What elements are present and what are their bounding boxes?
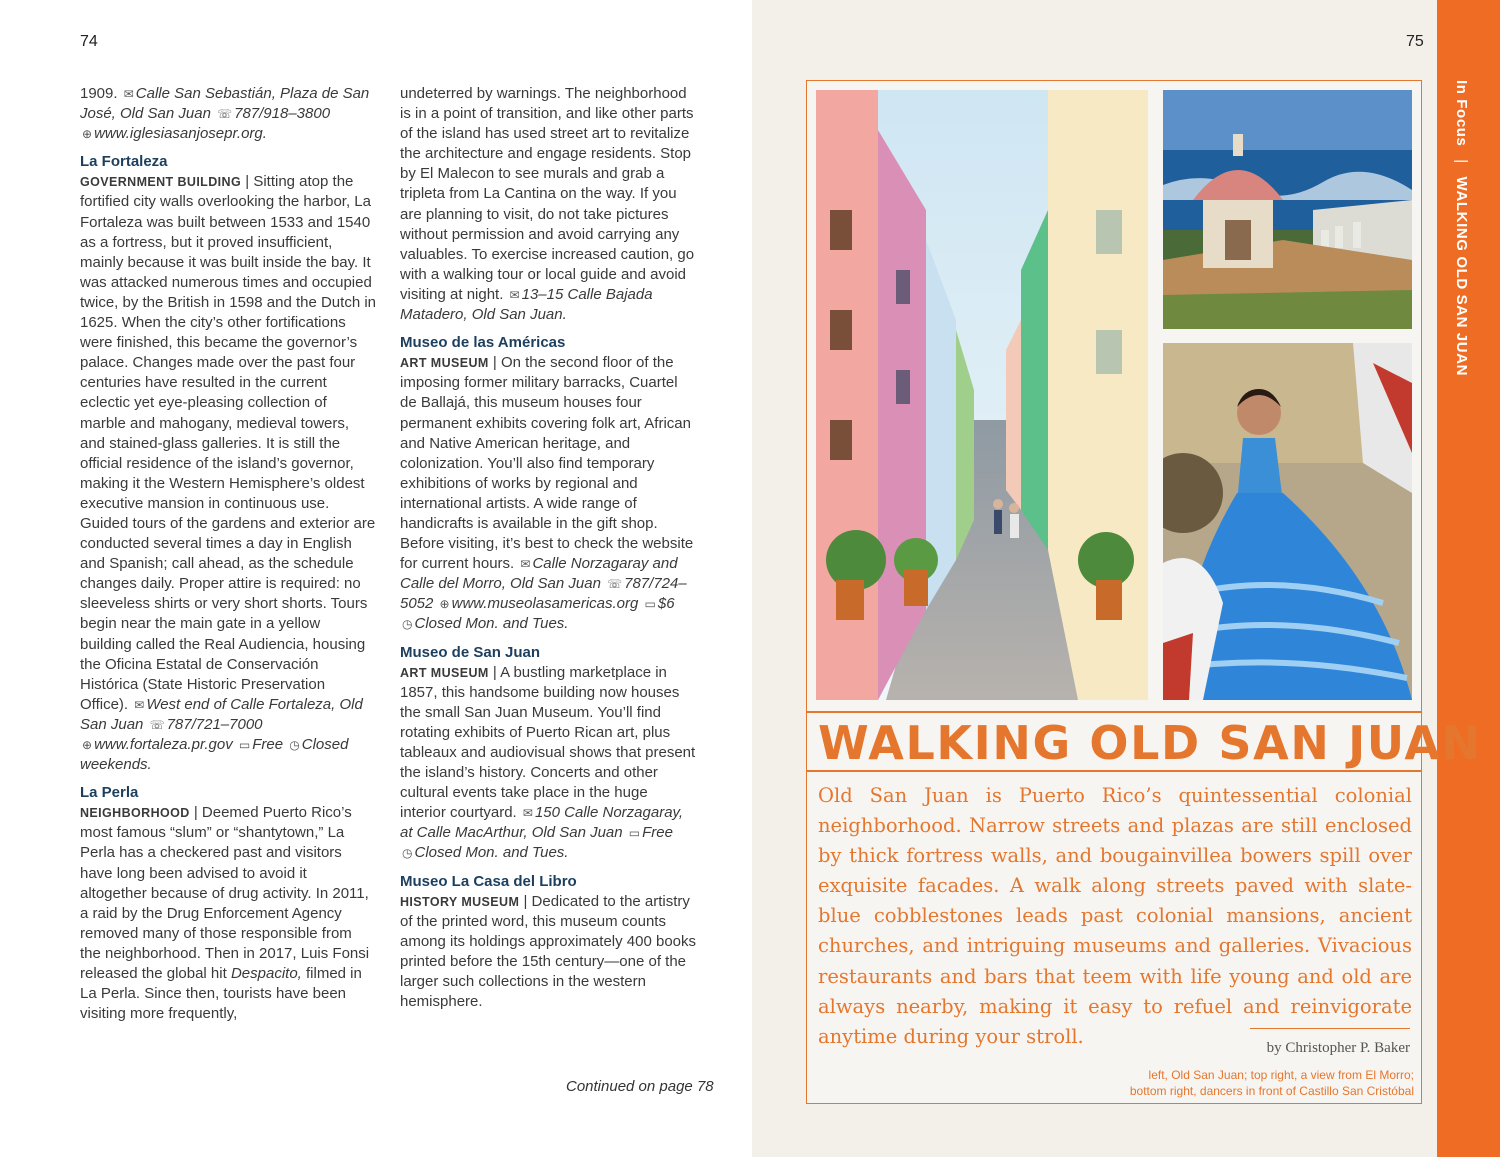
feature-title: WALKING OLD SAN JUAN bbox=[818, 716, 1482, 770]
globe-icon: ⊕ bbox=[439, 597, 450, 612]
entry-intro bbox=[80, 84, 376, 144]
divider-top bbox=[806, 711, 1422, 713]
photo-old-san-juan-street bbox=[816, 90, 1148, 700]
byline: by Christopher P. Baker bbox=[1266, 1040, 1410, 1056]
phone-icon: ☏ bbox=[217, 107, 233, 122]
entry-website[interactable]: www.fortaleza.pr.gov bbox=[94, 736, 233, 753]
entry-category: ART MUSEUM bbox=[400, 356, 489, 371]
entry-address: 150 Calle Norzagaray, at Calle MacArthur, Old San Juan bbox=[400, 804, 684, 842]
entry-price: Free bbox=[252, 736, 284, 753]
divider-mid bbox=[806, 770, 1422, 772]
entry-body: Dedicated to the artistry of the printed word, this museum counts among its holdings approximately 400 books printed before the 15th century—one of the larger such collections in the western hemisphere. bbox=[400, 892, 697, 1011]
continued-note: Continued on page 78 bbox=[566, 1078, 714, 1095]
entry-casa-del-libro: Museo La Casa del Libro HISTORY MUSEUM | Dedicated to the artistry of the printed word, this museum counts among its holdings approximately 400 books printed before the 15th century—one of the larger such collections in the western hemisphere. bbox=[400, 872, 697, 1011]
entry-body: On the second floor of the imposing former military barracks, Cuartel de Ballajá, this museum houses four permanent exhibits covering folk art, African and Native American heritage, and colonization. You’ll also find temporary exhibitions of works by regional and international artists. A wide range of handicrafts is available in the gift shop. Before visiting, it’s best to check the website for current hours. bbox=[400, 354, 694, 573]
entry-closed: Closed Mon. and Tues. bbox=[414, 615, 569, 633]
caption-line-2: bottom right, dancers in front of Castillo San Cristóbal bbox=[1129, 1083, 1414, 1098]
page-number-left: 74 bbox=[80, 33, 98, 50]
clock-icon: ◷ bbox=[289, 738, 300, 752]
entry-title: Museo La Casa del Libro bbox=[400, 872, 577, 890]
phone-icon: ☏ bbox=[149, 717, 165, 732]
entry-museo-san-juan: Museo de San Juan ART MUSEUM | A bustling marketplace in 1857, this handsome building now houses the small San Juan Museum. You’ll find rotating exhibits of Puerto Rican art, plus tableaux and audiovisual shows that present the island’s history. Concerts and other cultural events take place in the huge interior courtyard. ✉ 150 Calle Norzagaray, at Calle MacArthur, Old San Juan ▭ Free ◷ Closed Mon. and Tues. bbox=[400, 643, 696, 862]
song-title: Despacito, bbox=[230, 965, 302, 983]
entry-body: Deemed Puerto Rico’s most famous “slum” or “shantytown,” La Perla has a checkered past and visitors have long been advised to avoid it altogether because of drug activity. In 2011, a raid by the Drug Enforcement Agency removed many of those responsible from the neighborhood. Then in 2017, Luis Fonsi released the global hit bbox=[80, 804, 370, 983]
globe-icon: ⊕ bbox=[82, 127, 93, 142]
intro-phone: 787/918–3800 bbox=[234, 105, 331, 123]
entry-la-fortaleza: La Fortaleza GOVERNMENT BUILDING | Sitting atop the fortified city walls overlooking the harbor, La Fortaleza was built between 1533 and 1540 as a fortress, but it proved insufficient, mainly because it was built inside the bay. It was attacked numerous times and occupied twice, by the British in 1598 and the Dutch in 1625. When the city’s other fortifications were finished, this became the governor’s palace. Changes made over the past four centuries have resulted in the current eclectic yet eye-pleasing collection of marble and mahogany, medieval towers, and stained-glass galleries. It is still the official residence of the island’s governor, making it the Western Hemisphere’s oldest executive mansion in continuous use. Guided tours of the gardens and exterior are conducted several times a day in English and Spanish; call ahead, as the schedule changes daily. Proper attire is required: no sleeveless shirts or very short shorts. Tours begin near the main gate in a yellow building called the Real Audiencia, housing the Oficina Estatal de Conservación Histórica (State Historic Preservation Office). ✉ West end of Calle Fortaleza, Old San Juan ☏ 787/721–7000 ⊕ www.fortaleza.pr.gov ▭ Free ◷ Closed weekends. bbox=[80, 153, 377, 774]
entry-price: $6 bbox=[657, 595, 675, 613]
entry-title: La Perla bbox=[80, 784, 139, 802]
entry-title: Museo de las Américas bbox=[400, 334, 566, 352]
entry-closed: Closed weekends. bbox=[80, 736, 349, 774]
entry-body: undeterred by warnings. The neighborhood is in a point of transition, and like other parts of the island has used street art to revitalize the architecture and engage residents. Stop by El Malecon to see murals and grab a tripleta from La Cantina on the way. If you are planning to visit, do not take pictures without permission and avoid carrying any valuables. To exercise increased caution, go with a walking tour or local guide and avoid visiting at night. bbox=[400, 85, 695, 303]
side-label-separator: | bbox=[1453, 159, 1470, 164]
feature-intro: Old San Juan is Puerto Rico’s quintessential colonial neighborhood. Narrow streets and plazas are still enclosed by thick fortress walls, and bougainvillea bowers spill over exquisite facades. A walk along streets paved with slate-blue cobblestones leads past colonial mansions, ancient churches, and intriguing museums and galleries. Vivacious restaurants and bars that teem with life young and old are always nearby, making it easy to refuel and reinvigorate anytime during your stroll. bbox=[818, 784, 1412, 1048]
byline-rule bbox=[1250, 1028, 1410, 1029]
mail-icon: ✉ bbox=[520, 557, 531, 572]
entry-la-perla-continued bbox=[400, 84, 696, 325]
photo-dancers bbox=[1163, 343, 1412, 700]
side-label-chapter: WALKING OLD SAN JUAN bbox=[1453, 176, 1470, 377]
entry-phone: 787/721–7000 bbox=[166, 715, 263, 733]
entry-category: ART MUSEUM bbox=[400, 665, 489, 680]
entry-category: NEIGHBORHOOD bbox=[80, 806, 190, 821]
side-label-section: In Focus bbox=[1453, 80, 1470, 147]
entry-body: A bustling marketplace in 1857, this handsome building now houses the small San Juan Museum. You’ll find rotating exhibits of Puerto Rican art, plus tableaux and audiovisual shows that present the island’s history. Concerts and other cultural events take place in the huge interior courtyard. bbox=[400, 663, 696, 822]
entry-price: Free bbox=[642, 824, 673, 842]
mail-icon: ✉ bbox=[123, 87, 134, 101]
entry-address: West end of Calle Fortaleza, Old San Juan bbox=[80, 695, 363, 733]
entry-address: Calle Norzagaray and Calle del Morro, Old San Juan bbox=[400, 555, 678, 593]
intro-year: 1909. bbox=[80, 85, 118, 102]
morro-illustration bbox=[1163, 90, 1412, 329]
entry-website[interactable]: www.museolasamericas.org bbox=[451, 595, 639, 613]
entry-museo-americas: Museo de las Américas ART MUSEUM | On the second floor of the imposing former military barracks, Cuartel de Ballajá, this museum houses four permanent exhibits covering folk art, African and Native American heritage, and colonization. You’ll also find temporary exhibitions of works by regional and international artists. A wide range of handicrafts is available in the gift shop. Before visiting, it’s best to check the website for current hours. ✉ Calle Norzagaray and Calle del Morro, Old San Juan ☏ 787/724–5052 ⊕ www.museolasamericas.org ▭ $6 ◷ Closed Mon. and Tues. bbox=[400, 333, 696, 634]
ticket-icon: ▭ bbox=[238, 738, 251, 752]
page-number-right: 75 bbox=[1406, 33, 1424, 50]
text-column-1 bbox=[80, 84, 376, 1032]
ticket-icon: ▭ bbox=[644, 597, 656, 612]
intro-website[interactable]: www.iglesiasanjosepr.org. bbox=[94, 125, 267, 143]
dancers-illustration bbox=[1163, 343, 1412, 700]
intro-address: Calle San Sebastián, Plaza de San José, Old San Juan bbox=[80, 85, 370, 123]
entry-category: HISTORY MUSEUM bbox=[400, 894, 520, 909]
mail-icon: ✉ bbox=[509, 287, 520, 302]
section-side-label bbox=[1448, 80, 1470, 380]
entry-la-perla: La Perla NEIGHBORHOOD | Deemed Puerto Rico’s most famous “slum” or “shantytown,” La Perla has a checkered past and visitors have long been advised to avoid it altogether because of drug activity. In 2011, a raid by the Drug Enforcement Agency removed many of those responsible from the neighborhood. Then in 2017, Luis Fonsi released the global hit Despacito, filmed in La Perla. Since then, tourists have been visiting more frequently, bbox=[80, 783, 376, 1024]
globe-icon: ⊕ bbox=[82, 738, 93, 752]
ticket-icon: ▭ bbox=[628, 826, 641, 841]
entry-title: La Fortaleza bbox=[80, 153, 168, 171]
text-column-2 bbox=[400, 84, 696, 1020]
caption-line-1: left, Old San Juan; top right, a view from El Morro; bbox=[1148, 1068, 1414, 1082]
photo-caption bbox=[1060, 1068, 1414, 1099]
entry-title: Museo de San Juan bbox=[400, 643, 541, 661]
entry-address: 13–15 Calle Bajada Matadero, Old San Juan. bbox=[400, 285, 653, 324]
phone-icon: ☏ bbox=[607, 577, 623, 592]
clock-icon: ◷ bbox=[402, 846, 413, 861]
entry-closed: Closed Mon. and Tues. bbox=[414, 844, 569, 862]
clock-icon: ◷ bbox=[402, 617, 413, 632]
entry-phone: 787/724–5052 bbox=[400, 575, 687, 613]
photo-el-morro-view bbox=[1163, 90, 1412, 329]
mail-icon: ✉ bbox=[522, 806, 533, 821]
entry-body: Sitting atop the fortified city walls overlooking the harbor, La Fortaleza was built between 1533 and 1540 as a fortress, but it proved insufficient, mainly because it was built inside the bay. It was attacked numerous times and occupied twice, by the British in 1598 and the Dutch in 1625. When the city’s other fortifications were finished, this became the governor’s palace. Changes made over the past four centuries have resulted in the current eclectic yet eye-pleasing collection of marble and mahogany, medieval towers, and stained-glass galleries. It is still the official residence of the island’s governor, making it the Western Hemisphere’s oldest executive mansion in continuous use. Guided tours of the gardens and exterior are conducted several times a day in English and Spanish; call ahead, as the schedule changes daily. Proper attire is required: no sleeveless shirts or very short shorts. Tours begin near the main gate in a yellow building called the Real Audiencia, housing the Oficina Estatal de Conservación Histórica (State Historic Preservation Office). bbox=[80, 173, 377, 713]
entry-body-cont: filmed in La Perla. Since then, tourists have been visiting more frequently, bbox=[80, 965, 362, 1023]
mail-icon: ✉ bbox=[134, 697, 145, 712]
entry-category: GOVERNMENT BUILDING bbox=[80, 175, 242, 190]
street-illustration bbox=[816, 90, 1148, 700]
